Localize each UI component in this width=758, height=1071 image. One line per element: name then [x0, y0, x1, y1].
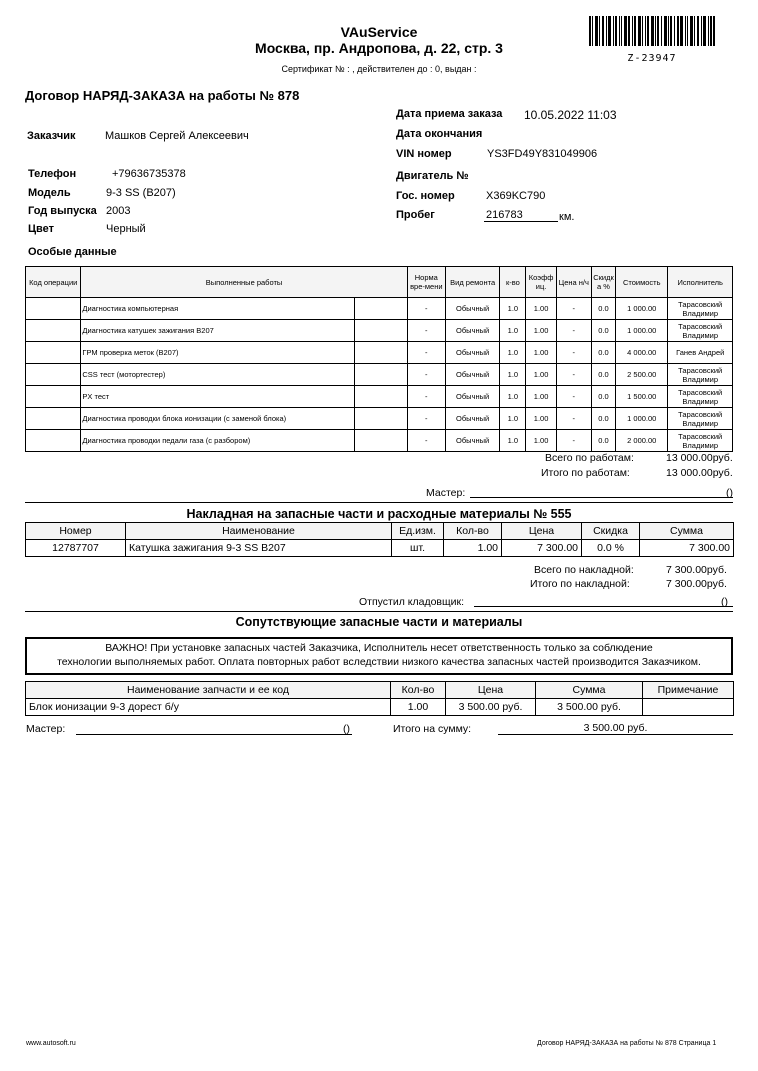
footer-site: www.autosoft.ru: [26, 1040, 76, 1047]
barcode-image: [589, 16, 715, 46]
table-row: [26, 342, 733, 364]
phone-value: +79636735378: [112, 168, 186, 180]
work-norm: -: [407, 364, 445, 386]
accomp-sum-label: Итого на сумму:: [393, 723, 472, 735]
work-norm: -: [407, 320, 445, 342]
work-norm: -: [407, 430, 445, 452]
col-code: Код операции: [26, 267, 81, 298]
work-cost: 2 500.00: [616, 364, 668, 386]
parts-total-value: 7 300.00руб.: [666, 564, 727, 576]
work-qty: 1.0: [500, 430, 526, 452]
table-row: [26, 320, 733, 342]
accomp-master-signature-line: [76, 734, 352, 735]
col-price: Цена: [446, 682, 536, 699]
accompanying-title: Сопутствующие запасные части и материалы: [235, 615, 523, 629]
work-disc: 0.0: [591, 342, 615, 364]
company-name: VAuService: [340, 24, 418, 40]
accomp-sum-value: 3 500.00 руб.: [498, 722, 733, 735]
col-discount: Скидка: [582, 523, 640, 540]
work-exec: Тарасовский Владимир: [668, 430, 733, 452]
works-header-row: [26, 267, 733, 298]
work-qty: 1.0: [500, 408, 526, 430]
work-type: Обычный: [445, 430, 499, 452]
col-exec: Исполнитель: [668, 267, 733, 298]
work-type: Обычный: [445, 408, 499, 430]
special-data-label: Особые данные: [28, 246, 117, 258]
work-cost: 1 500.00: [616, 386, 668, 408]
col-sum: Сумма: [640, 523, 734, 540]
works-grand-label: Итого по работам:: [541, 467, 630, 479]
plate-label: Гос. номер: [396, 190, 455, 202]
col-qty: Кол-во: [391, 682, 446, 699]
work-exec: Тарасовский Владимир: [668, 298, 733, 320]
col-works: Выполненные работы: [81, 267, 407, 298]
work-type: Обычный: [445, 298, 499, 320]
customer-label: Заказчик: [27, 130, 76, 142]
part-sum: 7 300.00: [640, 540, 734, 557]
col-disc: Скидк а %: [591, 267, 615, 298]
work-type: Обычный: [445, 364, 499, 386]
work-name: Диагностика компьютерная: [81, 298, 355, 320]
work-cost: 1 000.00: [616, 320, 668, 342]
col-number: Номер: [26, 523, 126, 540]
col-qty: к-во: [500, 267, 526, 298]
table-row: [26, 699, 734, 716]
work-name: Диагностика катушек зажигания B207: [81, 320, 355, 342]
part-number: 12787707: [26, 540, 126, 557]
parts-grand-value: 7 300.00руб.: [666, 578, 727, 590]
part-name: Катушка зажигания 9-3 SS B207: [126, 540, 392, 557]
notice-box: [25, 637, 733, 675]
accompanying-table: [25, 681, 734, 716]
work-coef: 1.00: [526, 298, 556, 320]
storekeeper-signature-line: [474, 606, 733, 607]
col-sum: Сумма: [536, 682, 643, 699]
accomp-part-name: Блок ионизации 9-3 дорест б/у: [26, 699, 391, 716]
color-label: Цвет: [28, 223, 55, 235]
year-value: 2003: [106, 205, 131, 217]
model-value: 9-3 SS (B207): [106, 187, 176, 199]
footer-page-info: Договор НАРЯД-ЗАКАЗА на работы № 878 Страница 1: [537, 1040, 717, 1047]
notice-line-2: технологии выполняемых работ. Оплата повторных работ вследствии низкого качества запасных частей производится Заказчиком.: [57, 656, 701, 668]
work-coef: 1.00: [526, 320, 556, 342]
parts-table: [25, 522, 734, 557]
work-cost: 4 000.00: [616, 342, 668, 364]
barcode-number: Z-23947: [627, 53, 677, 64]
work-qty: 1.0: [500, 342, 526, 364]
works-master-paren: (): [726, 487, 733, 499]
divider: [25, 502, 733, 503]
accept-date-value: 10.05.2022 11:03: [524, 108, 617, 122]
work-type: Обычный: [445, 342, 499, 364]
work-price: -: [556, 430, 591, 452]
work-price: -: [556, 298, 591, 320]
col-unit: Ед.изм.: [392, 523, 444, 540]
works-master-signature-line: [470, 497, 733, 498]
work-qty: 1.0: [500, 298, 526, 320]
work-price: -: [556, 364, 591, 386]
storekeeper-label: Отпустил кладовщик:: [359, 596, 464, 608]
accomp-master-label: Мастер:: [26, 723, 66, 735]
vin-value: YS3FD49Y831049906: [487, 148, 598, 160]
works-total-value: 13 000.00руб.: [666, 452, 733, 464]
table-row: [26, 430, 733, 452]
work-disc: 0.0: [591, 430, 615, 452]
storekeeper-paren: (): [721, 596, 728, 608]
work-coef: 1.00: [526, 430, 556, 452]
work-exec: Тарасовский Владимир: [668, 408, 733, 430]
accomp-qty: 1.00: [391, 699, 446, 716]
mileage-label: Пробег: [396, 209, 435, 221]
table-row: [26, 364, 733, 386]
work-norm: -: [407, 408, 445, 430]
accomp-master-paren: (): [343, 723, 350, 735]
work-type: Обычный: [445, 320, 499, 342]
work-norm: -: [407, 386, 445, 408]
work-coef: 1.00: [526, 408, 556, 430]
work-exec: Тарасовский Владимир: [668, 320, 733, 342]
plate-value: X369KC790: [486, 190, 546, 202]
work-price: -: [556, 342, 591, 364]
accomp-note: [643, 699, 734, 716]
col-cost: Стоимость: [616, 267, 668, 298]
col-type: Вид ремонта: [445, 267, 499, 298]
accomp-sum: 3 500.00 руб.: [536, 699, 643, 716]
col-coef: Коэфф иц.: [526, 267, 556, 298]
work-cost: 1 000.00: [616, 408, 668, 430]
certificate-line: Сертификат № : , действителен до : 0, выдан :: [281, 64, 477, 74]
col-norm: Норма вре-мени: [407, 267, 445, 298]
parts-header-row: [26, 523, 734, 540]
col-part-name: Наименование запчасти и ее код: [26, 682, 391, 699]
work-cost: 2 000.00: [616, 430, 668, 452]
color-value: Черный: [106, 223, 146, 235]
work-disc: 0.0: [591, 386, 615, 408]
phone-label: Телефон: [28, 168, 77, 180]
works-total-label: Всего по работам:: [545, 452, 634, 464]
col-name: Наименование: [126, 523, 392, 540]
customer-value: Машков Сергей Алексеевич: [105, 130, 249, 142]
part-unit: шт.: [392, 540, 444, 557]
order-title: Договор НАРЯД-ЗАКАЗА на работы № 878: [25, 88, 300, 103]
accompanying-header-row: [26, 682, 734, 699]
model-label: Модель: [28, 187, 71, 199]
parts-title: Накладная на запасные части и расходные материалы № 555: [186, 507, 572, 521]
work-coef: 1.00: [526, 342, 556, 364]
work-coef: 1.00: [526, 364, 556, 386]
col-price: Цена: [502, 523, 582, 540]
works-master-label: Мастер:: [426, 487, 466, 499]
notice-line-1: ВАЖНО! При установке запасных частей Заказчика, Исполнитель несет ответственность только за соблюдение: [105, 642, 653, 654]
work-price: -: [556, 408, 591, 430]
work-cost: 1 000.00: [616, 298, 668, 320]
work-name: Диагностика проводки блока ионизации (с заменой блока): [81, 408, 355, 430]
col-price: Цена н/ч: [556, 267, 591, 298]
work-norm: -: [407, 298, 445, 320]
table-row: [26, 298, 733, 320]
part-qty: 1.00: [444, 540, 502, 557]
table-row: [26, 408, 733, 430]
work-disc: 0.0: [591, 408, 615, 430]
mileage-value: 216783: [484, 209, 558, 222]
mileage-unit: км.: [559, 211, 575, 223]
work-name: ГРМ проверка меток (B207): [81, 342, 355, 364]
engine-label: Двигатель №: [396, 170, 469, 182]
work-qty: 1.0: [500, 364, 526, 386]
work-price: -: [556, 320, 591, 342]
work-exec: Ганев Андрей: [668, 342, 733, 364]
work-exec: Тарасовский Владимир: [668, 364, 733, 386]
work-disc: 0.0: [591, 298, 615, 320]
part-discount: 0.0 %: [582, 540, 640, 557]
work-qty: 1.0: [500, 386, 526, 408]
work-disc: 0.0: [591, 320, 615, 342]
work-qty: 1.0: [500, 320, 526, 342]
work-name: PX тест: [81, 386, 355, 408]
work-type: Обычный: [445, 386, 499, 408]
company-address: Москва, пр. Андропова, д. 22, стр. 3: [255, 40, 503, 56]
parts-grand-label: Итого по накладной:: [530, 578, 630, 590]
year-label: Год выпуска: [28, 205, 97, 217]
work-disc: 0.0: [591, 364, 615, 386]
accomp-price: 3 500.00 руб.: [446, 699, 536, 716]
divider: [25, 611, 733, 612]
works-grand-value: 13 000.00руб.: [666, 467, 733, 479]
accept-date-label: Дата приема заказа: [396, 108, 503, 120]
work-name: CSS тест (мотортестер): [81, 364, 355, 386]
work-price: -: [556, 386, 591, 408]
work-name: Диагностика проводки педали газа (с разбором): [81, 430, 355, 452]
table-row: [26, 386, 733, 408]
work-norm: -: [407, 342, 445, 364]
work-coef: 1.00: [526, 386, 556, 408]
end-date-label: Дата окончания: [396, 128, 483, 140]
parts-total-label: Всего по накладной:: [534, 564, 634, 576]
col-qty: Кол-во: [444, 523, 502, 540]
col-note: Примечание: [643, 682, 734, 699]
work-exec: Тарасовский Владимир: [668, 386, 733, 408]
part-price: 7 300.00: [502, 540, 582, 557]
works-table: [25, 266, 733, 452]
vin-label: VIN номер: [396, 148, 452, 160]
table-row: [26, 540, 734, 557]
